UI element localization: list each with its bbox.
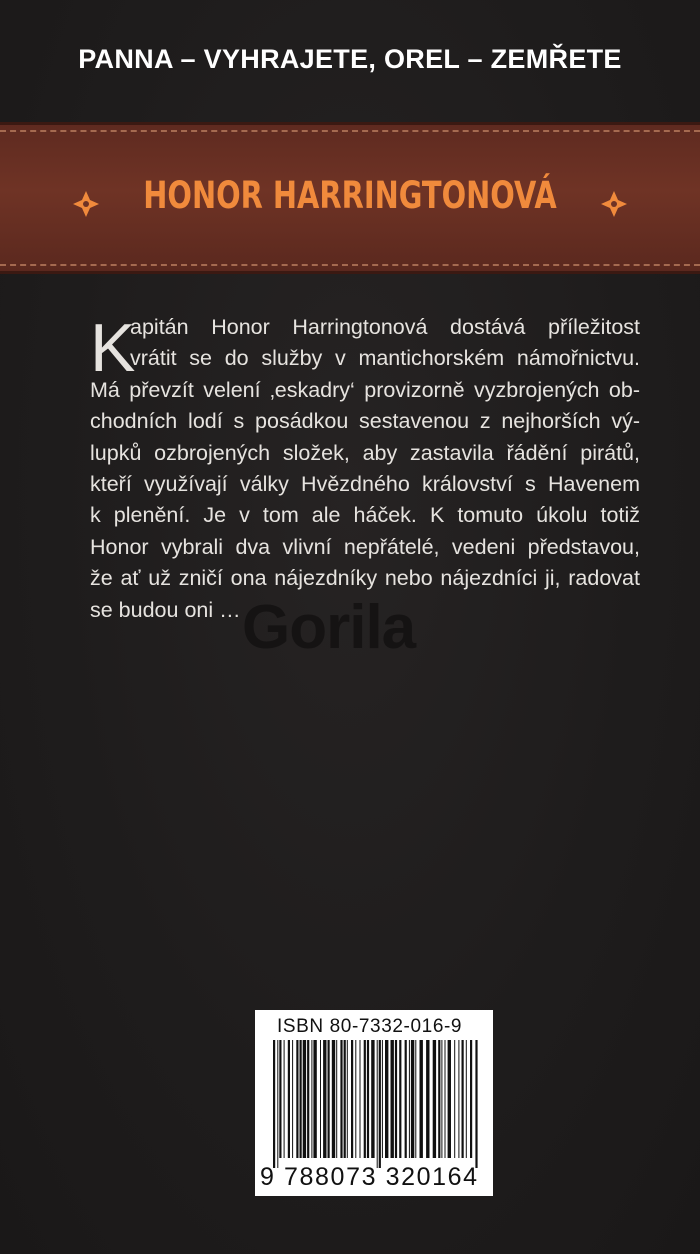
blurb-line: apitán Honor Harringtonová dostává příležitost xyxy=(130,315,640,339)
barcode-bar xyxy=(382,1040,383,1158)
series-banner xyxy=(0,122,700,274)
barcode-bar xyxy=(448,1040,451,1158)
barcode-bar xyxy=(336,1040,337,1158)
barcode-bar xyxy=(377,1040,378,1168)
barcode-bar xyxy=(328,1040,330,1158)
banner-bottom-stitching xyxy=(0,264,700,266)
barcode-bar xyxy=(360,1040,361,1158)
barcode-bar xyxy=(395,1040,397,1158)
series-title: HONOR HARRINGTONOVÁ xyxy=(143,174,557,217)
diamond-ornament-right-icon xyxy=(600,190,628,218)
barcode-bar xyxy=(371,1040,374,1158)
barcode-bar xyxy=(277,1040,278,1168)
barcode-bar xyxy=(273,1040,275,1168)
publisher-watermark: Gorila xyxy=(242,593,416,662)
barcode-bar xyxy=(311,1040,312,1158)
ean-number: 9 788073 320164 xyxy=(260,1163,479,1191)
blurb-line: lupků ozbrojených složek, aby zastavila řádění pirátů, xyxy=(90,440,640,465)
barcode-bar xyxy=(409,1040,410,1158)
barcode-bar xyxy=(351,1040,353,1158)
barcode-bar xyxy=(379,1040,381,1168)
banner-top-stitching xyxy=(0,130,700,132)
barcode-bar xyxy=(284,1040,285,1158)
barcode-bar xyxy=(385,1040,388,1158)
barcode-bar xyxy=(323,1040,326,1158)
barcode-bar xyxy=(391,1040,394,1158)
barcode-bar xyxy=(344,1040,346,1158)
barcode-bar xyxy=(279,1040,281,1158)
blurb-text xyxy=(90,312,640,626)
barcode-bar xyxy=(320,1040,321,1158)
blurb-line: vrátit se do služby v mantichorském námořnictvu. xyxy=(130,346,640,371)
barcode-bar xyxy=(445,1040,446,1158)
blurb-line: že ať už zničí ona nájezdníky nebo nájezdníci ji, radovat xyxy=(90,566,640,591)
banner-bottom-edge xyxy=(0,271,700,274)
blurb-line: k plenění. Je v tom ale háček. K tomuto úkolu totiž xyxy=(90,503,640,528)
barcode-bar xyxy=(332,1040,335,1158)
barcode-bar xyxy=(415,1040,416,1158)
blurb-line: se budou oni … xyxy=(90,597,241,622)
barcode-bars xyxy=(273,1040,483,1168)
blurb-drop-cap: K xyxy=(90,310,136,386)
barcode-bar xyxy=(462,1040,464,1158)
blurb-line: Honor vybrali dva vlivní nepřátelé, vedeni představou, xyxy=(90,534,640,559)
barcode-bar xyxy=(405,1040,407,1158)
barcode-bar xyxy=(475,1040,477,1168)
barcode-bar xyxy=(399,1040,401,1158)
banner-top-edge xyxy=(0,122,700,125)
blurb-line: kteří využívají války Hvězdného království s Havenem xyxy=(90,471,640,496)
barcode-bar xyxy=(411,1040,414,1158)
barcode-bar xyxy=(347,1040,348,1158)
barcode-bar xyxy=(355,1040,356,1158)
barcode-bar xyxy=(433,1040,436,1158)
barcode-bar xyxy=(458,1040,459,1158)
barcode-bar xyxy=(454,1040,455,1158)
isbn-label: ISBN 80-7332-016-9 xyxy=(277,1016,463,1037)
blurb-line: Má převzít velení ‚eskadry‘ provizorně vyzbrojených ob- xyxy=(90,377,640,402)
barcode-bar xyxy=(296,1040,298,1158)
barcode-panel xyxy=(255,1010,493,1196)
barcode-bar xyxy=(307,1040,309,1158)
tagline: PANNA – VYHRAJETE, OREL – ZEMŘETE xyxy=(78,44,622,74)
barcode-bar xyxy=(288,1040,290,1158)
barcode-bar xyxy=(292,1040,293,1158)
barcode-bar xyxy=(300,1040,302,1158)
barcode-bar xyxy=(340,1040,342,1158)
barcode-bar xyxy=(313,1040,316,1158)
barcode-bar xyxy=(466,1040,467,1158)
barcode-bar xyxy=(426,1040,429,1158)
barcode-bar xyxy=(420,1040,423,1158)
barcode-bar xyxy=(441,1040,442,1158)
blurb-line: chodních lodí s posádkou sestavenou z nejhorších vý- xyxy=(90,409,640,434)
barcode-bar xyxy=(438,1040,440,1158)
barcode-bar xyxy=(364,1040,366,1158)
barcode-bar xyxy=(470,1040,472,1158)
barcode-bar xyxy=(303,1040,306,1158)
barcode-bar xyxy=(367,1040,369,1158)
